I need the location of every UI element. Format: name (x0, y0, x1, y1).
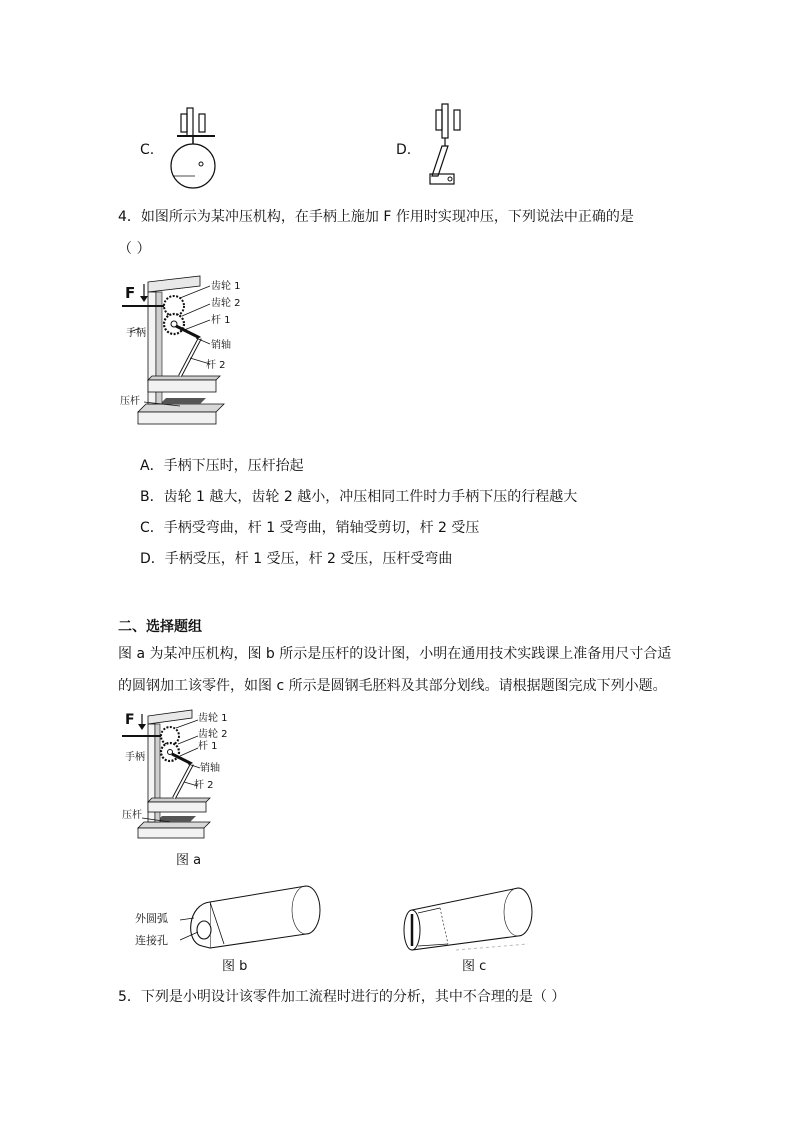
q4-option-a[interactable]: A．手柄下压时，压杆抬起 (140, 458, 304, 474)
option-c-label: C. (140, 142, 155, 158)
q4-pin-label: 销轴 (211, 340, 231, 351)
q4-handle-label: 手柄 (126, 328, 146, 339)
section2-intro-line1: 图 a 为某冲压机构，图 b 所示是压杆的设计图，小明在通用技术实践课上准备用尺寸合适 (118, 646, 672, 662)
fig-a-gear1-label: 齿轮 1 (198, 713, 228, 724)
q4-gear2-label: 齿轮 2 (211, 298, 241, 309)
q4-press-rod-label: 压杆 (120, 396, 140, 407)
section2-intro-line2: 的圆钢加工该零件，如图 c 所示是圆钢毛胚料及其部分划线。请根据题图完成下列小题。 (118, 678, 667, 694)
q4-press-figure (120, 272, 250, 432)
fig-a-gear2-label: 齿轮 2 (198, 729, 228, 740)
fig-a-press-figure (120, 706, 250, 846)
q4-rod1-label: 杆 1 (211, 315, 231, 326)
q4-option-d[interactable]: D．手柄受压，杆 1 受压，杆 2 受压，压杆受弯曲 (140, 551, 453, 567)
q4-bracket: （ ） (118, 241, 151, 257)
option-d-figure (420, 100, 470, 195)
fig-b-hole-label: 连接孔 (135, 934, 168, 947)
option-d-label: D. (396, 142, 412, 158)
fig-b-caption: 图 b (222, 959, 248, 974)
fig-c-caption: 图 c (462, 959, 487, 974)
fig-b-press-rod-drawing (180, 882, 325, 952)
fig-a-handle-label: 手柄 (125, 752, 145, 763)
fig-a-press-rod-label: 压杆 (122, 810, 142, 821)
fig-a-rod1-label: 杆 1 (198, 741, 218, 752)
q4-option-b[interactable]: B．齿轮 1 越大，齿轮 2 越小，冲压相同工件时力手柄下压的行程越大 (140, 489, 578, 505)
q5-stem: 5．下列是小明设计该零件加工流程时进行的分析，其中不合理的是（ ） (118, 989, 566, 1005)
fig-a-rod2-label: 杆 2 (194, 780, 214, 791)
q4-stem: 4．如图所示为某冲压机构，在手柄上施加 F 作用时实现冲压，下列说法中正确的是 (118, 209, 634, 225)
option-c-figure (165, 100, 245, 195)
section2-heading: 二、选择题组 (118, 619, 202, 635)
fig-a-caption: 图 a (176, 853, 202, 868)
fig-c-round-steel-blank (398, 882, 558, 952)
fig-a-force-label: F (125, 712, 135, 728)
q4-force-label: F (125, 284, 136, 302)
fig-b-outer-arc-label: 外圆弧 (135, 912, 168, 925)
q4-option-c[interactable]: C．手柄受弯曲，杆 1 受弯曲，销轴受剪切，杆 2 受压 (140, 520, 480, 536)
fig-a-pin-label: 销轴 (200, 763, 220, 774)
q4-rod2-label: 杆 2 (206, 360, 226, 371)
q4-gear1-label: 齿轮 1 (211, 281, 241, 292)
